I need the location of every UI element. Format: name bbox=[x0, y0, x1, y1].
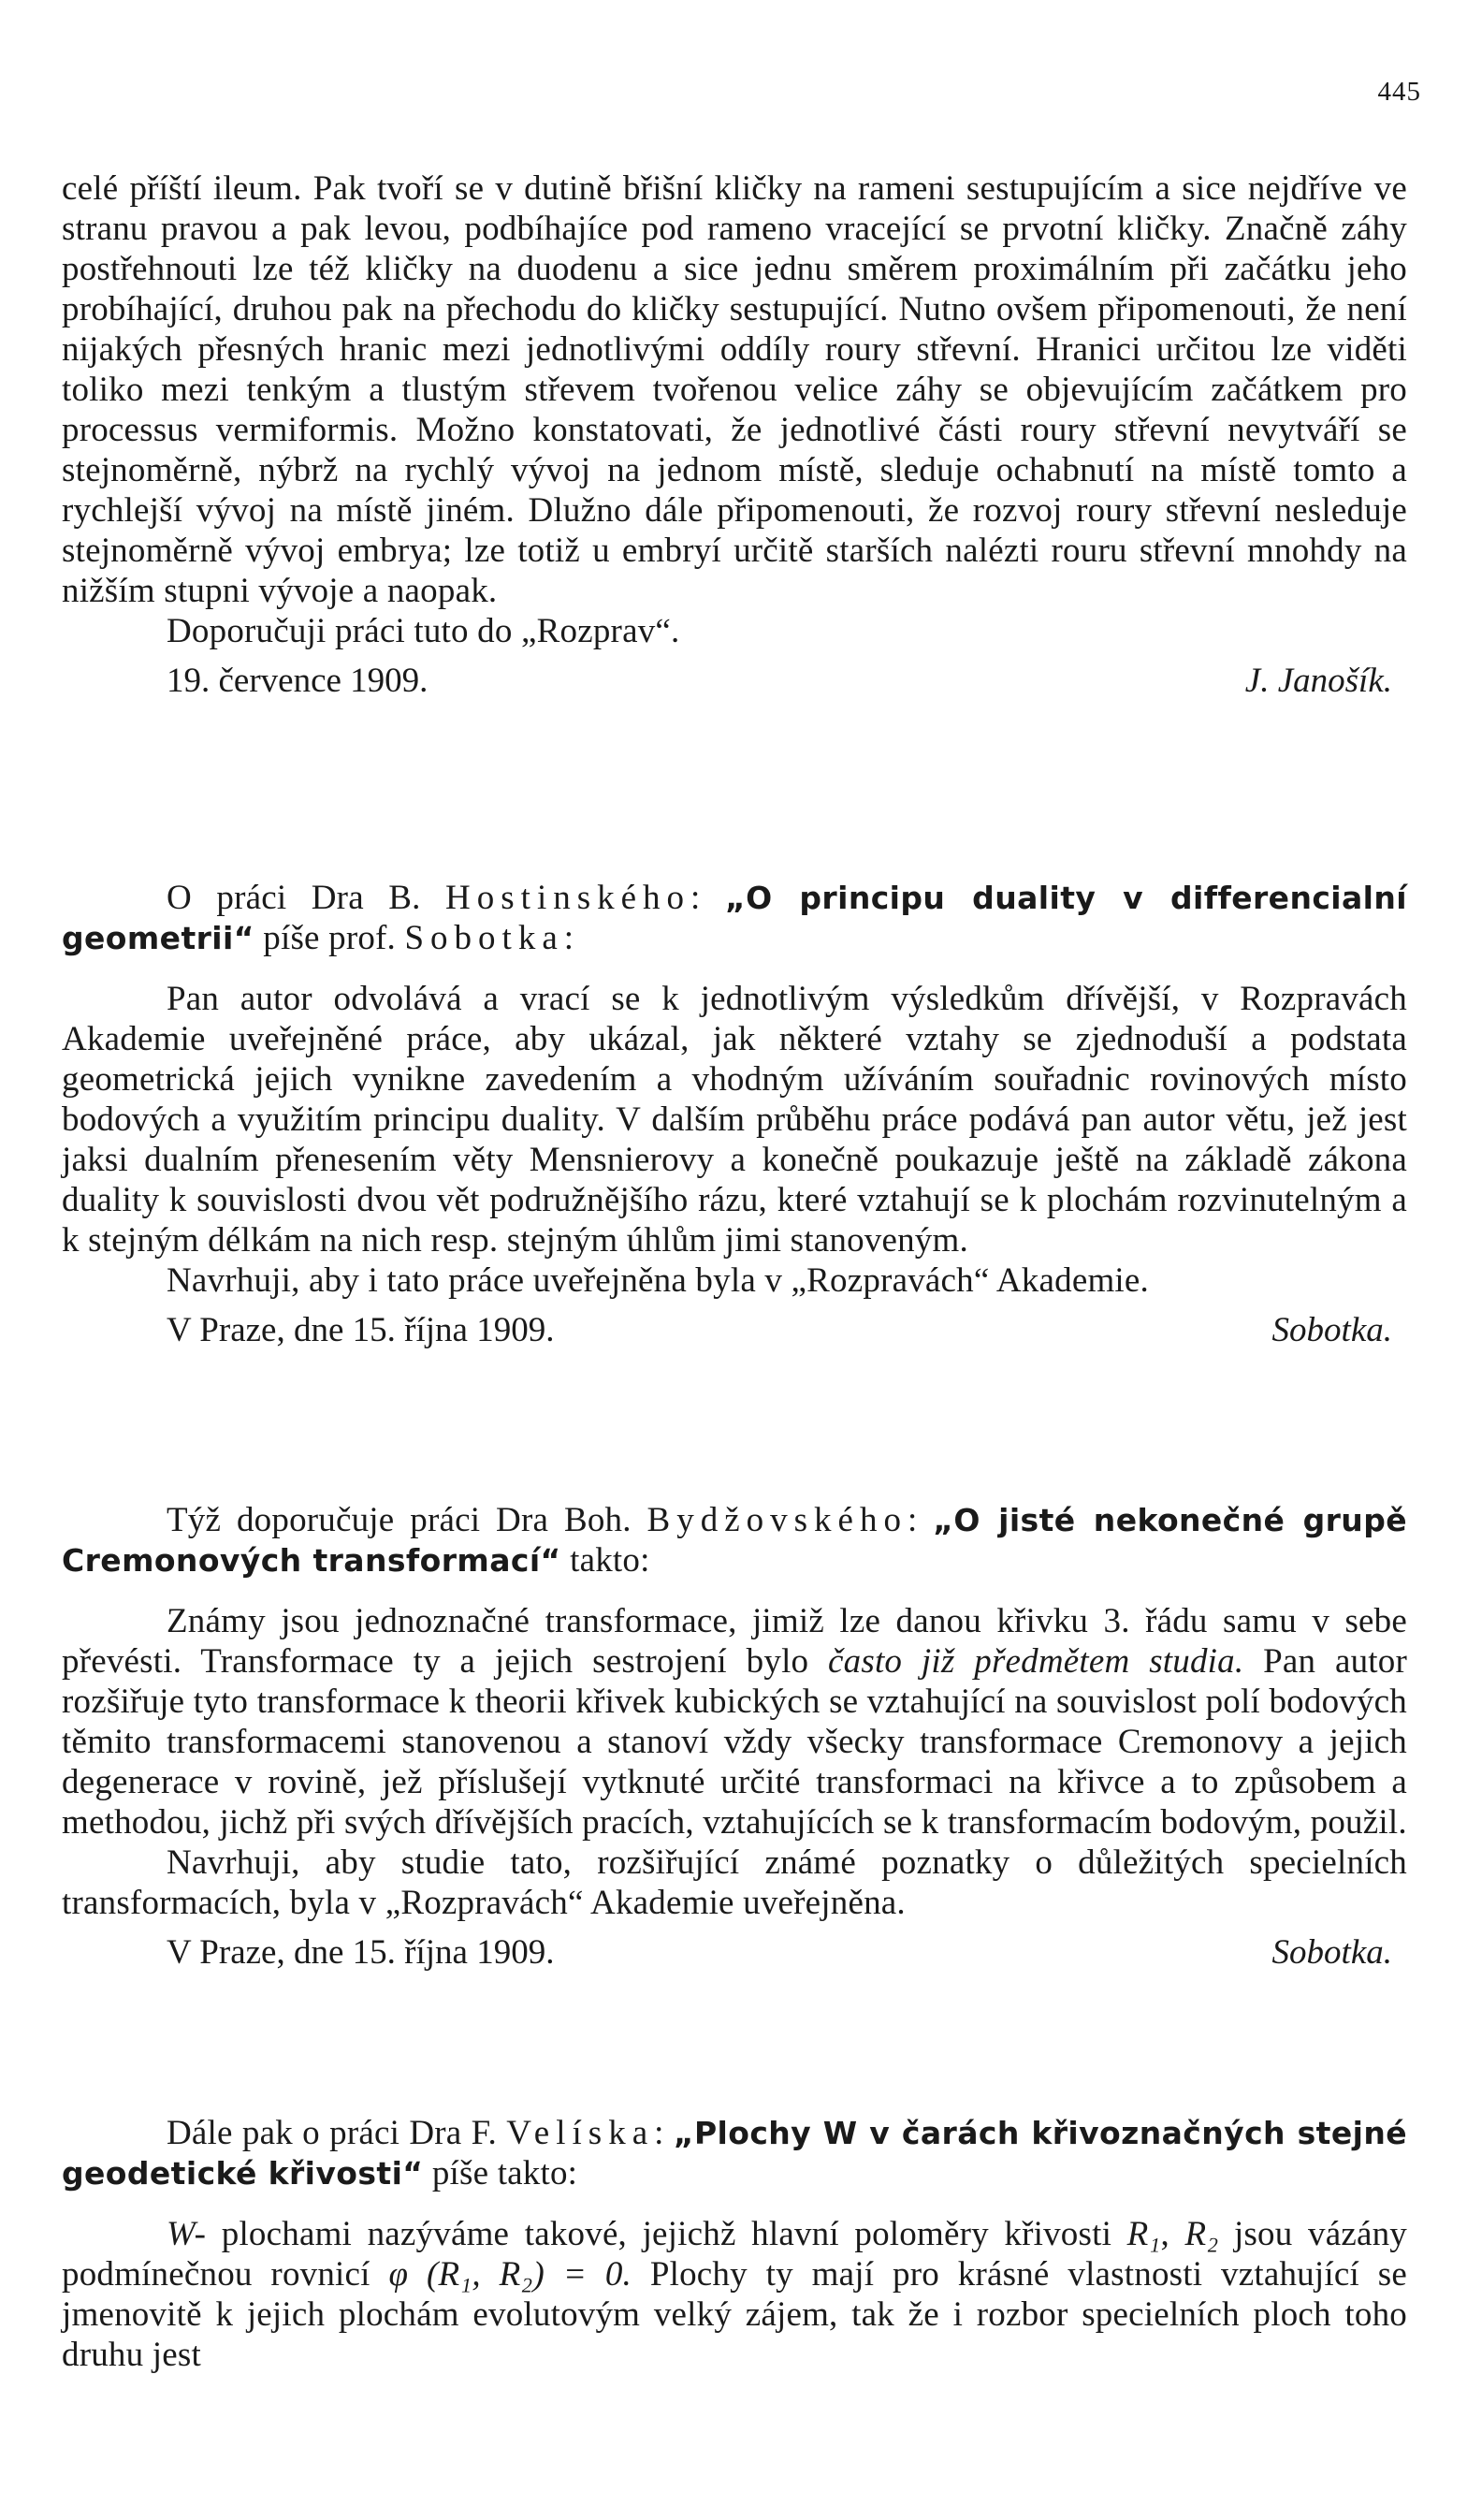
w-surface-symbol: W- bbox=[167, 2215, 207, 2253]
intro-suffix: takto: bbox=[560, 1541, 650, 1580]
reviewer-name: Sobotka bbox=[404, 919, 564, 957]
colon: : bbox=[654, 2114, 674, 2152]
hostinsky-proposal: Navrhuji, aby i tato práce uveřejněna byla v „Rozpravách“ Akademie. bbox=[167, 1261, 1149, 1300]
intro-prefix: O práci Dra B. bbox=[167, 879, 446, 917]
hostinsky-intro bbox=[62, 878, 1407, 958]
colon: : bbox=[907, 1501, 934, 1539]
radius-r1: R₁ bbox=[1126, 2215, 1161, 2253]
body-italic: často již předmětem studia. bbox=[828, 1642, 1244, 1681]
signature-line bbox=[62, 1932, 1407, 1973]
radius-r2: R₂ bbox=[1184, 2215, 1219, 2253]
equation: φ (R₁, R₂) = 0. bbox=[388, 2255, 632, 2294]
recommendation-line: Doporučuji práci tuto do „Rozprav“. bbox=[167, 612, 680, 650]
colon: : bbox=[690, 879, 725, 917]
page-number: 445 bbox=[1377, 77, 1421, 107]
hostinsky-body: Pan autor odvolává a vrací se k jednotlivým výsledkům dřívější, v Rozpravách Akademie uveřejněné práce, aby ukázal, jak některé vztahy se zjednoduší a podstata geometrická jejich vynikne zavedením a vhodným užíváním souřadnic rovinových místo bodových a využitím principu duality. V dalším průběhu práce podává pan autor větu, jež jest jaksi dualním přenesením věty Mensnierovy a konečně poukazuje ještě na základě zákona duality k souvislosti dvou vět podružnějšího rázu, které vztahují se k plochám rozvinutelným a k stejným délkám na nich resp. stejným úhlům jimi stanoveným. bbox=[62, 980, 1407, 1260]
signature-date: 19. července 1909. bbox=[167, 662, 428, 700]
signature-date: V Praze, dne 15. října 1909. bbox=[167, 1311, 555, 1349]
author-name: Bydžovského bbox=[646, 1501, 908, 1539]
opening-paragraph: celé příští ileum. Pak tvoří se v dutině břišní kličky na rameni sestupujícím a sice nejdříve ve stranu pravou a pak levou, podbíhajíce pod rameno vracející se prvotní kličky. Značně záhy postřehnouti lze též kličky na duodenu a sice jednu směrem proximálním při začátku jeho probíhající, druhou pak na přechodu do kličky sestupující. Nutno ovšem připomenouti, že není nijakých přesných hranic mezi jednotlivými oddíly roury střevní. Hranici určitou lze viděti toliko mezi tenkým a tlustým střevem tvořenou velice záhy se objevujícím začátkem pro processus vermiformis. Možno konstatovati, že jednotlivé části roury střevní nevytváří se stejnoměrně, nýbrž na rychlý vývoj na jednom místě, sleduje ochabnutí na místě tomto a rychlejší vývoj na místě jiném. Dlužno dále připomenouti, že rozvoj roury střevní nesleduje stejnoměrně vývoj embrya; lze totiž u embryí určitě starších nalézti rouru střevní mnohdy na nižším stupni vývoje a naopak. bbox=[62, 169, 1407, 610]
signature-line bbox=[62, 661, 1407, 701]
signature-name: J. Janošík. bbox=[1244, 662, 1392, 700]
intro-suffix: píše prof. bbox=[254, 919, 405, 957]
velisek-body bbox=[62, 2214, 1407, 2375]
signature-date: V Praze, dne 15. října 1909. bbox=[167, 1933, 555, 1972]
opening-section bbox=[62, 168, 1407, 701]
body-part-a: plochami nazýváme takové, jejichž hlavní poloměry křivosti bbox=[206, 2215, 1127, 2253]
work-title: „O jisté nekonečné grupě Cremonových transformací“ bbox=[62, 1502, 1407, 1579]
intro-end: : bbox=[563, 919, 574, 957]
intro-prefix: Dále pak o práci Dra F. bbox=[167, 2114, 507, 2152]
signature-name: Sobotka. bbox=[1271, 1311, 1392, 1349]
signature-line bbox=[62, 1310, 1407, 1350]
velisek-intro bbox=[62, 2113, 1407, 2193]
body-start: Známy jsou jednoznačné transformace, jimiž lze danou křivku 3. řádu samu v sebe převésti. Transformace ty a jejich sestrojení bylo bbox=[62, 1602, 1407, 1681]
author-name: Velíska bbox=[506, 2114, 655, 2152]
body-end: Pan autor rozšiřuje tyto transformace k theorii křivek kubických se vztahující na souvislost polí bodových těmito transformacemi stanovenou a stanoví vždy všecky transformace Cremonovy a jejich degenerace v rovině, jež příslušejí vytknuté určité transformaci na křivce a to způsobem a methodou, jichž při svých dřívějších pracích, vztahujících se k transformacím bodovým, použil. bbox=[62, 1642, 1407, 1842]
hostinsky-section bbox=[62, 878, 1407, 1350]
velisek-section bbox=[62, 2113, 1407, 2375]
bydzovsky-proposal: Navrhuji, aby studie tato, rozšiřující známé poznatky o důležitých specielních transformacích, byla v „Rozpravách“ Akademie uveřejněna. bbox=[62, 1843, 1407, 1922]
comma: , bbox=[1160, 2215, 1185, 2253]
bydzovsky-body bbox=[62, 1601, 1407, 1843]
body-part-c: Plochy ty mají pro krásné vlastnosti vztahující se jmenovitě k jejich plochám evolutovým velký zájem, tak že i rozbor specielních ploch toho druhu jest bbox=[62, 2255, 1407, 2374]
intro-prefix: Týž doporučuje práci Dra Boh. bbox=[167, 1501, 647, 1539]
bydzovsky-intro bbox=[62, 1500, 1407, 1580]
author-name: Hostinského bbox=[445, 879, 691, 917]
work-title: „O principu duality v differencialní geometrii“ bbox=[62, 880, 1407, 956]
body-part-b: jsou vázány podmínečnou rovnicí bbox=[62, 2215, 1407, 2294]
signature-name: Sobotka. bbox=[1271, 1933, 1392, 1972]
intro-suffix: píše takto: bbox=[423, 2154, 578, 2192]
bydzovsky-section bbox=[62, 1500, 1407, 1973]
work-title: „Plochy W v čarách křivoznačných stejné geodetické křivosti“ bbox=[62, 2115, 1407, 2192]
